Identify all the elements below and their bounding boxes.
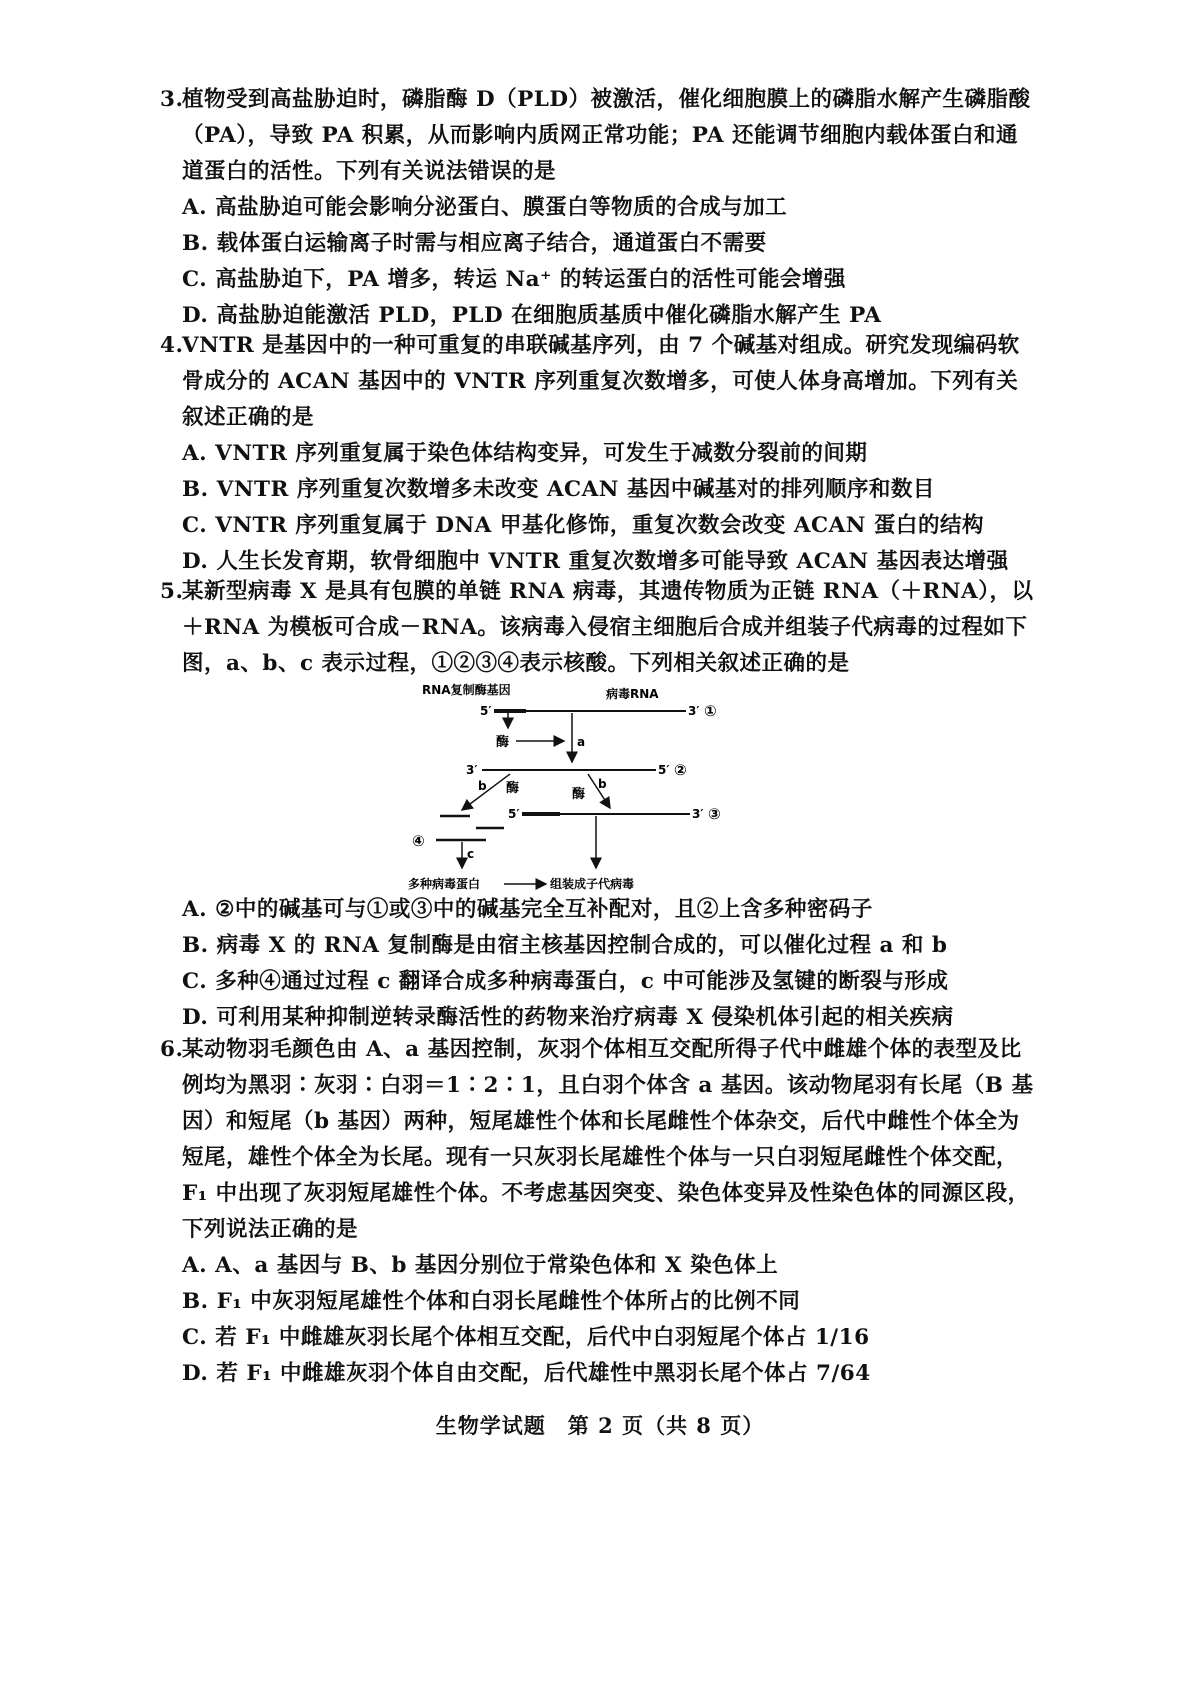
- diagram-strand1-number: ①: [704, 702, 717, 720]
- diagram-label-b-right: b: [598, 777, 607, 791]
- question-5-text: 某新型病毒 X 是具有包膜的单链 RNA 病毒，其遗传物质为正链 RNA（＋RNA），以＋RNA 为模板可合成－RNA。该病毒入侵宿主细胞后合成并组装子代病毒的过程如下图，a、b、c 表示过程，①②③④表示核酸。下列相关叙述正确的是: [182, 579, 1034, 676]
- question-5-option-c: C. 多种④通过过程 c 翻译合成多种病毒蛋白，c 中可能涉及氢键的断裂与形成: [182, 969, 949, 994]
- diagram-fragment-number: ④: [412, 832, 425, 850]
- diagram-label-viral-rna: 病毒RNA: [606, 687, 659, 701]
- question-6: [160, 1032, 1040, 1392]
- page-footer: 生物学试题 第 2 页（共 8 页）: [435, 1413, 765, 1438]
- question-5-number: 5.: [160, 579, 184, 604]
- question-6-option-c: C. 若 F₁ 中雌雄灰羽长尾个体相互交配，后代中白羽短尾个体占 1/16: [182, 1325, 870, 1350]
- question-5-option-a: A. ②中的碱基可与①或③中的碱基完全互补配对，且②上含多种密码子: [182, 897, 873, 922]
- question-3-stem: [160, 82, 1040, 190]
- diagram-label-enzyme-right: 酶: [572, 787, 586, 802]
- diagram-strand2-number: ②: [674, 761, 687, 779]
- question-5-stem: [160, 574, 1040, 682]
- question-4: [160, 328, 1040, 580]
- question-3-option-a: A. 高盐胁迫可能会影响分泌蛋白、膜蛋白等物质的合成与加工: [182, 195, 788, 220]
- question-5-options: [160, 892, 1040, 1036]
- diagram-label-c: c: [467, 847, 475, 861]
- diagram-label-proteins: 多种病毒蛋白: [408, 877, 481, 891]
- question-4-option-b: B. VNTR 序列重复次数增多未改变 ACAN 基因中碱基对的排列顺序和数目: [182, 477, 935, 502]
- question-6-option-a: A. A、a 基因与 B、b 基因分别位于常染色体和 X 染色体上: [182, 1253, 779, 1278]
- question-5-option-b: B. 病毒 X 的 RNA 复制酶是由宿主核基因控制合成的，可以催化过程 a 和 b: [182, 933, 948, 958]
- diagram-strand2-5prime: 5′: [658, 763, 670, 777]
- question-6-number: 6.: [160, 1037, 184, 1062]
- question-4-option-d: D. 人生长发育期，软骨细胞中 VNTR 重复次数增多可能导致 ACAN 基因表达增强: [182, 549, 1009, 574]
- question-3-option-c: C. 高盐胁迫下，PA 增多，转运 Na⁺ 的转运蛋白的活性可能会增强: [182, 267, 846, 292]
- question-3-number: 3.: [160, 87, 184, 112]
- question-6-option-d: D. 若 F₁ 中雌雄灰羽个体自由交配，后代雄性中黑羽长尾个体占 7/64: [182, 1361, 871, 1386]
- question-5-option-d: D. 可利用某种抑制逆转录酶活性的药物来治疗病毒 X 侵染机体引起的相关疾病: [182, 1005, 954, 1030]
- question-3: [160, 82, 1040, 334]
- question-3-option-d: D. 高盐胁迫能激活 PLD，PLD 在细胞质基质中催化磷脂水解产生 PA: [182, 303, 882, 328]
- question-4-stem: [160, 328, 1040, 436]
- diagram-label-enzyme-left: 酶: [506, 781, 520, 796]
- question-4-text: VNTR 是基因中的一种可重复的串联碱基序列，由 7 个碱基对组成。研究发现编码软骨成分的 ACAN 基因中的 VNTR 序列重复次数增多，可使人体身高增加。下列有关叙述正确的是: [182, 333, 1020, 430]
- question-3-option-b: B. 载体蛋白运输离子时需与相应离子结合，通道蛋白不需要: [182, 231, 767, 256]
- diagram-label-b-left: b: [478, 779, 487, 793]
- diagram-label-gene: RNA复制酶基因: [422, 683, 511, 697]
- question-6-text: 某动物羽毛颜色由 A、a 基因控制，灰羽个体相互交配所得子代中雌雄个体的表型及比例均为黑羽∶灰羽∶白羽＝1∶2∶1，且白羽个体含 a 基因。该动物尾羽有长尾（B 基因）和短尾（b 基因）两种，短尾雄性个体和长尾雌性个体杂交，后代中雌性个体全为短尾，雄性个体全为长尾。现有一只灰羽长尾雄性个体与一只白羽短尾雌性个体交配，F₁ 中出现了灰羽短尾雄性个体。不考虑基因突变、染色体变异及性染色体的同源区段，下列说法正确的是: [182, 1037, 1034, 1242]
- question-4-option-c: C. VNTR 序列重复属于 DNA 甲基化修饰，重复次数会改变 ACAN 蛋白的结构: [182, 513, 984, 538]
- virus-replication-diagram: [400, 676, 740, 896]
- question-6-option-b: B. F₁ 中灰羽短尾雄性个体和白羽长尾雌性个体所占的比例不同: [182, 1289, 801, 1314]
- question-4-number: 4.: [160, 333, 184, 358]
- diagram-label-enzyme-top: 酶: [496, 735, 510, 750]
- diagram-strand3-3prime: 3′: [692, 807, 704, 821]
- diagram-strand1-3prime: 3′: [688, 704, 700, 718]
- diagram-strand3-number: ③: [708, 805, 721, 823]
- diagram-label-a: a: [577, 735, 586, 749]
- diagram-label-assemble: 组装成子代病毒: [550, 877, 635, 891]
- question-4-option-a: A. VNTR 序列重复属于染色体结构变异，可发生于减数分裂前的间期: [182, 441, 868, 466]
- question-5: [160, 574, 1040, 682]
- diagram-strand2-3prime: 3′: [466, 763, 478, 777]
- diagram-strand3-5prime: 5′: [508, 807, 520, 821]
- diagram-strand1-5prime: 5′: [480, 704, 492, 718]
- question-6-stem: [160, 1032, 1040, 1248]
- question-3-text: 植物受到高盐胁迫时，磷脂酶 D（PLD）被激活，催化细胞膜上的磷脂水解产生磷脂酸（PA），导致 PA 积累，从而影响内质网正常功能；PA 还能调节细胞内载体蛋白和通道蛋白的活性。下列有关说法错误的是: [182, 87, 1031, 184]
